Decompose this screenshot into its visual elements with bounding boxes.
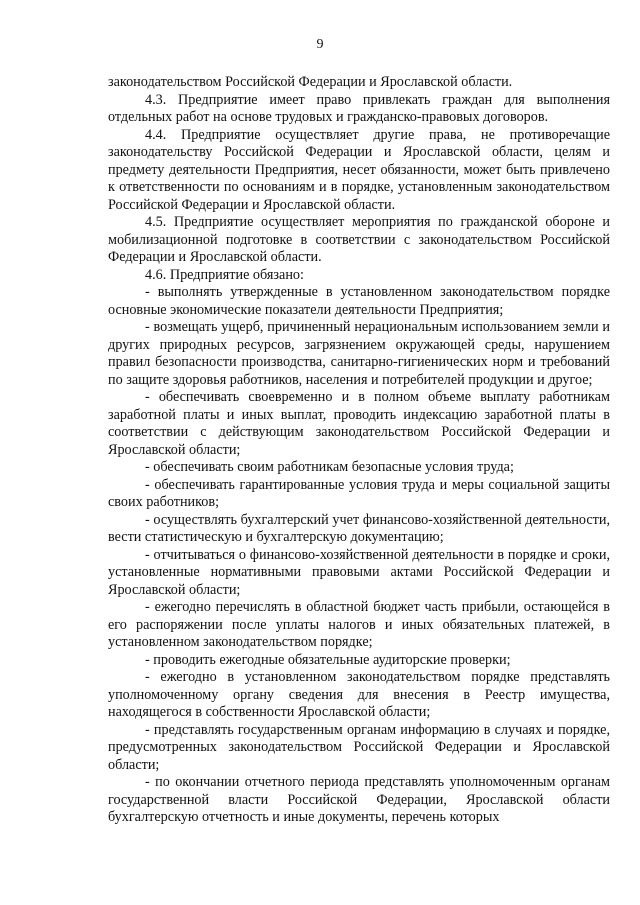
page-number: 9 [316, 37, 324, 52]
list-item: - проводить ежегодные обязательные аудиторские проверки; [145, 651, 511, 668]
list-item: - осуществлять бухгалтерский учет финансово-хозяйственной деятельности, вести статистическую и бухгалтерскую документацию; [108, 511, 610, 545]
list-item: - ежегодно перечислять в областной бюджет часть прибыли, остающейся в его распоряжении после уплаты налогов и иных обязательных платежей, в установленном законодательством порядке; [108, 599, 610, 650]
list-item: - возмещать ущерб, причиненный нерациональным использованием земли и других природных ресурсов, загрязнением окружающей среды, нарушением правил безопасности производства, санитарно-гигиенических норм и требований по защите здоровья работников, населения и потребителей продукции и другое; [108, 319, 610, 388]
paragraph-4-3: 4.3. Предприятие имеет право привлекать граждан для выполнения отдельных работ на основе трудовых и гражданско-правовых договоров. [108, 91, 610, 125]
list-item: - обеспечивать своим работникам безопасные условия труда; [145, 459, 514, 475]
list-item: - отчитываться о финансово-хозяйственной деятельности в порядке и сроки, установленные нормативными правовыми актами Российской Федерации и Ярославской области; [108, 546, 610, 598]
list-item: - ежегодно в установленном законодательством порядке представлять уполномоченному органу сведения для внесения в Реестр имущества, находящегося в собственности Ярославской области; [108, 669, 610, 720]
list-item: - по окончании отчетного периода представлять уполномоченным органам государственной власти Российской Федерации, Ярославской области бухгалтерскую отчетность и иные документы, перечень которых [108, 774, 610, 825]
paragraph-4-6: 4.6. Предприятие обязано: [145, 266, 304, 283]
paragraph-4-5: 4.5. Предприятие осуществляет мероприятия по гражданской обороне и мобилизационной подготовке в соответствии с законодательством Российской Федерации и Ярославской области. [108, 214, 610, 265]
list-item: - обеспечивать своевременно и в полном объеме выплату работникам заработной платы и иных выплат, проводить индексацию заработной платы в соответствии с действующим законодательством Российской Федерации и Ярославской области; [108, 389, 610, 458]
list-item: - представлять государственным органам информацию в случаях и порядке, предусмотренных законодательством Российской Федерации и Ярославской области; [108, 721, 610, 773]
document-body [108, 74, 610, 827]
list-item: - обеспечивать гарантированные условия труда и меры социальной защиты своих работников; [108, 476, 610, 510]
list-item: - выполнять утвержденные в установленном законодательством порядке основные экономические показатели деятельности Предприятия; [108, 284, 610, 318]
paragraph-continuation: законодательством Российской Федерации и Ярославской области. [108, 74, 513, 90]
paragraph-4-4: 4.4. Предприятие осуществляет другие права, не противоречащие законодательству Российской Федерации и Ярославской области, целям и предмету деятельности Предприятия, несет обязанности, может быть привлечено к ответственности по основаниям и в порядке, установленным законодательством Российской Федерации и Ярославской области. [108, 126, 610, 213]
